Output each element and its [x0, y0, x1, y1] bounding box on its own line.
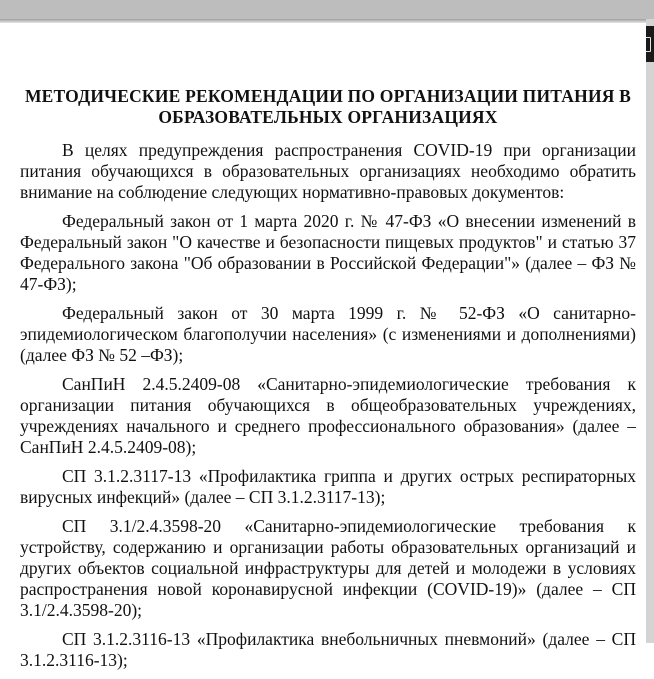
viewer-top-bar	[0, 0, 654, 19]
paragraph-sanpin: СанПиН 2.4.5.2409-08 «Санитарно-эпидемиологические требования к организации питания обучающихся в общеобразовательных учреждениях, учреждениях начального и среднего профессионального образования» (далее – СанПиН 2.4.5.2409-08);	[20, 374, 636, 457]
paragraph-intro: В целях предупреждения распространения COVID-19 при организации питания обучающихся в образовательных организациях необходимо обратить внимание на соблюдение следующих нормативно-правовых документов:	[20, 140, 636, 202]
document-title: МЕТОДИЧЕСКИЕ РЕКОМЕНДАЦИИ ПО ОРГАНИЗАЦИИ ПИТАНИЯ В ОБРАЗОВАТЕЛЬНЫХ ОРГАНИЗАЦИЯХ	[24, 86, 632, 127]
document-content	[20, 86, 636, 679]
paragraph-sp-3116: СП 3.1.2.3116-13 «Профилактика внебольничных пневмоний» (далее – СП 3.1.2.3116-13);	[20, 629, 636, 670]
paragraph-sp-3598: СП 3.1/2.4.3598-20 «Санитарно-эпидемиологические требования к устройству, содержанию и организации работы образовательных организаций и других объектов социальной инфраструктуры для детей и молодежи в условиях распространения новой коронавирусной инфекции (COVID-19)» (далее – СП 3.1/2.4.3598-20);	[20, 516, 636, 620]
paragraph-fz-52: Федеральный закон от 30 марта 1999 г. № 52-ФЗ «О санитарно-эпидемиологическом благополучии населения» (с изменениями и дополнениями) (далее ФЗ № 52 –ФЗ);	[20, 303, 636, 365]
viewer-scroll-strip[interactable]	[646, 19, 654, 643]
paragraph-sp-3117: СП 3.1.2.3117-13 «Профилактика гриппа и других острых респираторных вирусных инфекций» (далее – СП 3.1.2.3117-13);	[20, 466, 636, 507]
paragraph-fz-47: Федеральный закон от 1 марта 2020 г. № 47-ФЗ «О внесении изменений в Федеральный закон "О качестве и безопасности пищевых продуктов" и статью 37 Федерального закона "Об образовании в Российской Федерации"» (далее – ФЗ № 47-ФЗ);	[20, 211, 636, 294]
